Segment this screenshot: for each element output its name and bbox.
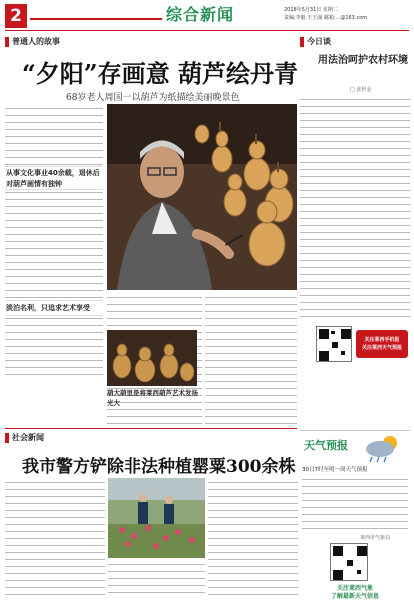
main-body-column-1 [5, 104, 103, 380]
section-divider [5, 428, 297, 429]
weather-issuer: 莱西市气象局 [360, 535, 391, 541]
column-tag-bar [5, 37, 9, 47]
text-lines [205, 293, 297, 427]
section-title: 综合新闻 [166, 5, 235, 24]
side-body [300, 95, 410, 320]
date-line: 2018年5月31日 星期二 [284, 7, 338, 13]
social-headline: 我市警方铲除非法种植罂粟300余株 [22, 457, 296, 477]
social-column-tag: 社会新闻 [12, 433, 44, 442]
social-body-column-2 [108, 560, 205, 596]
page-number: 2 [10, 6, 22, 26]
page-number-badge [5, 4, 27, 28]
main-subheadline: 68岁老人周国一以葫芦为纸描绘美丽晚景色 [66, 93, 240, 103]
gourd-painting-photo-illustration [107, 104, 297, 290]
text-lines [208, 478, 298, 596]
weather-promo-1: 关注莱西气象 [336, 585, 373, 592]
promo-badge [356, 330, 408, 358]
subhead-1-block [5, 166, 103, 190]
social-body-column-3 [208, 478, 298, 596]
photo-caption [107, 388, 199, 412]
social-tag-bar [5, 433, 9, 443]
side-byline: □ 张世金 [350, 87, 372, 93]
main-subhead-2: 淡泊名利，只追求艺术享受 [6, 304, 90, 312]
main-subhead-1: 从事文化事业40余载，退休后对葫芦画情有独钟 [6, 169, 100, 188]
side-column-tag: 今日谈 [307, 37, 331, 46]
text-lines [300, 95, 410, 320]
staff-line: 责编:李毅 王玉丽 邮箱:...@163.com [284, 15, 368, 21]
masthead-rule [30, 18, 162, 20]
text-lines [108, 560, 205, 596]
secondary-photo [107, 330, 197, 386]
subhead-2-block [5, 300, 103, 316]
social-photo [108, 478, 205, 558]
side-tag-bar [300, 37, 304, 47]
photo-caption-text: 葫大葫里是将莱西葫芦艺术发扬光大 [107, 389, 198, 407]
weather-box [300, 430, 410, 600]
social-body-column-1 [5, 478, 105, 596]
promo-line-2: 关注莱西天气预报 [361, 345, 402, 351]
weather-summary: 30日7时至明一周天气预报 [302, 467, 368, 473]
text-lines [302, 475, 408, 531]
main-column-tag: 普通人的故事 [12, 37, 60, 46]
side-headline: 用法治呵护农村环境 [318, 55, 408, 66]
main-headline: “夕阳”存画意 葫芦绘丹青 [22, 59, 298, 88]
text-lines [5, 478, 105, 596]
main-photo [107, 104, 297, 290]
promo-line-1: 关注莱西手机报 [364, 337, 400, 343]
weather-title: 天气预报 [304, 439, 348, 452]
qr-code-mobile-news [316, 326, 352, 362]
qr-code-weather [330, 543, 368, 581]
weather-promo-2: 了解最新天气信息 [330, 593, 379, 600]
weather-icon [362, 431, 406, 463]
weather-forecast-body [302, 475, 408, 531]
main-body-column-4 [205, 293, 297, 427]
text-lines [5, 104, 103, 380]
masthead-underline [5, 30, 409, 31]
gourds-display-photo-illustration [107, 330, 197, 386]
police-poppy-field-photo-illustration [108, 478, 205, 558]
